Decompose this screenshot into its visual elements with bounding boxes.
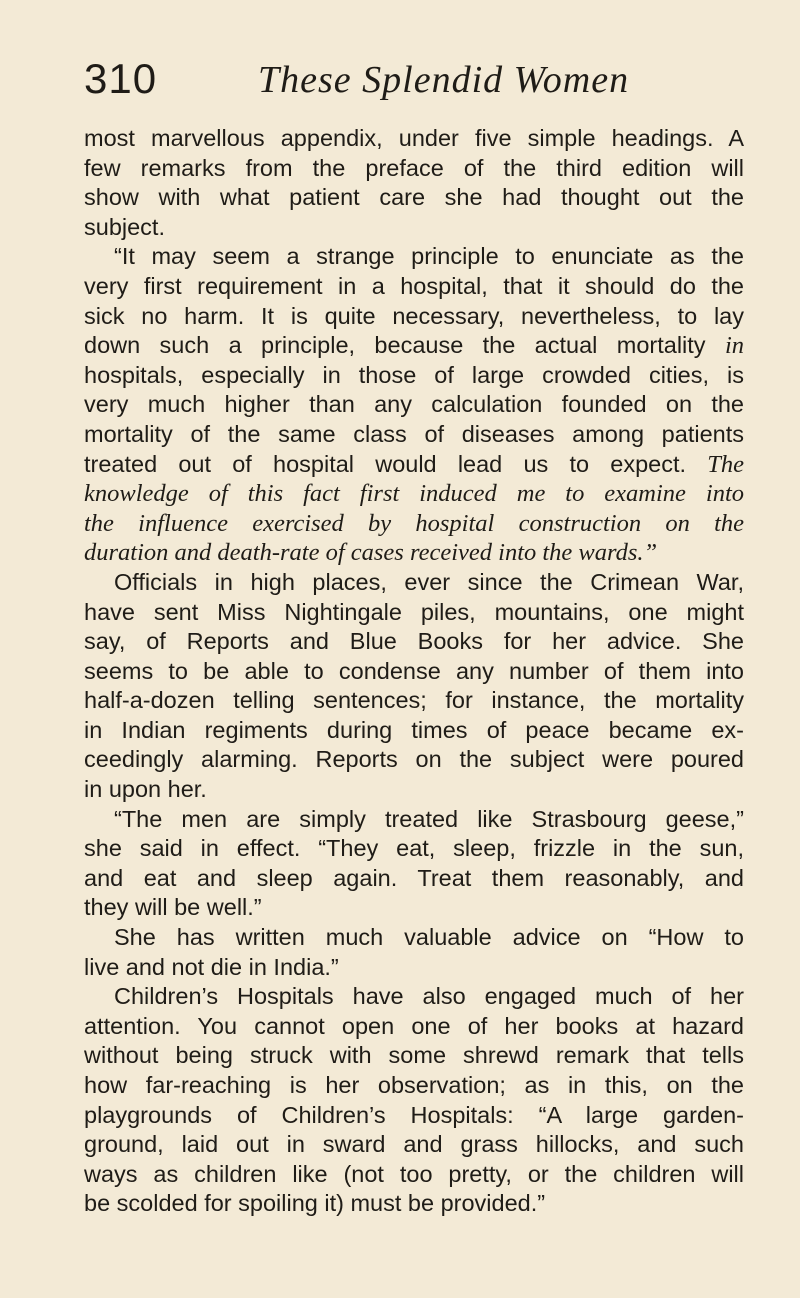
text-line: ground, laid out in sward and grass hillocks, and such (84, 1131, 744, 1158)
text-line: and eat and sleep again. Treat them reasonably, and (84, 864, 744, 891)
text-line: ways as children like (not too pretty, or the children will (84, 1160, 744, 1187)
text-line (84, 450, 744, 480)
text-line: Children’s Hospitals have also engaged much of her (114, 983, 744, 1010)
text-line: “The men are simply treated like Strasbourg geese,” (114, 805, 744, 832)
text-line: in upon her. (84, 776, 207, 803)
text-line: very first requirement in a hospital, that it should do the (84, 272, 744, 299)
text-line: half-a-dozen telling sentences; for instance, the mortality (84, 687, 744, 714)
body-text (84, 124, 744, 1219)
text-line: very much higher than any calculation founded on the (84, 391, 744, 418)
running-title: These Splendid Women (258, 59, 630, 101)
text-line: without being struck with some shrewd remark that tells (84, 1042, 744, 1069)
text-line: live and not die in India.” (84, 953, 339, 980)
text-line: seems to be able to condense any number of them into (84, 657, 744, 684)
text-line: mortality of the same class of diseases among patients (84, 420, 744, 447)
page-header (84, 55, 734, 114)
text-line (84, 331, 744, 361)
italic-text-line: knowledge of this fact first induced me to examine into (84, 480, 744, 508)
text-line: be scolded for spoiling it) must be provided.” (84, 1190, 546, 1217)
text-line: She has written much valuable advice on “How to (114, 924, 744, 951)
italic-text-segment: in (724, 332, 744, 360)
text-line: in Indian regiments during times of peace became ex- (84, 716, 744, 743)
text-line: attention. You cannot open one of her books at hazard (84, 1012, 744, 1039)
italic-text-line: the influence exercised by hospital construction on the (84, 509, 744, 537)
text-line: few remarks from the preface of the third edition will (84, 154, 744, 181)
text-segment: treated out of hospital would lead us to expect. (84, 450, 687, 477)
text-line: Officials in high places, ever since the Crimean War, (114, 568, 744, 595)
text-line: she said in effect. “They eat, sleep, frizzle in the sun, (84, 835, 744, 862)
text-line: say, of Reports and Blue Books for her advice. She (84, 628, 744, 655)
text-line: most marvellous appendix, under five simple headings. A (84, 125, 744, 151)
text-segment: down such a principle, because the actual mortality (84, 332, 706, 359)
text-line: have sent Miss Nightingale piles, mountains, one might (84, 598, 744, 625)
text-line: hospitals, especially in those of large crowded cities, is (84, 361, 744, 388)
italic-text-line: duration and death-rate of cases received into the wards.” (84, 539, 658, 567)
text-line: sick no harm. It is quite necessary, nevertheless, to lay (84, 302, 744, 329)
text-line: ceedingly alarming. Reports on the subject were poured (84, 746, 744, 773)
text-line: playgrounds of Children’s Hospitals: “A large garden- (84, 1101, 744, 1128)
page-number: 310 (84, 55, 158, 102)
text-line: subject. (84, 213, 165, 240)
text-line: “It may seem a strange principle to enunciate as the (114, 243, 744, 270)
text-line: they will be well.” (84, 894, 262, 921)
text-line: show with what patient care she had thought out the (84, 184, 744, 211)
italic-text-segment: The (707, 450, 744, 478)
text-line: how far-reaching is her observation; as in this, on the (84, 1072, 744, 1098)
